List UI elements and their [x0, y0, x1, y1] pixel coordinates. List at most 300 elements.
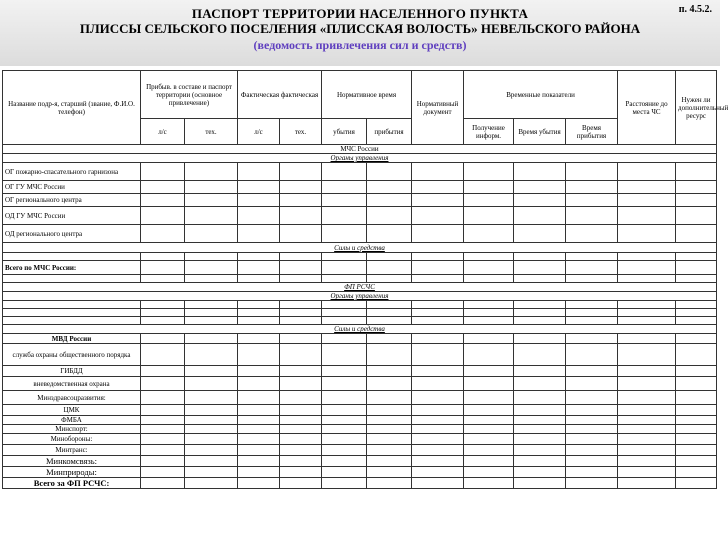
table-cell [566, 377, 618, 391]
table-cell [367, 405, 412, 416]
table-cell [618, 225, 676, 243]
table-cell [238, 416, 280, 425]
table-cell [412, 467, 464, 478]
table-cell [322, 456, 367, 467]
table-cell [514, 301, 566, 309]
table-cell [566, 366, 618, 377]
table-cell [412, 366, 464, 377]
row-label: ОГ пожарно-спасательного гарнизона [3, 163, 141, 181]
table-cell [676, 405, 717, 416]
table-cell [514, 391, 566, 405]
table-cell [141, 377, 185, 391]
document-title: ПАСПОРТ ТЕРРИТОРИИ НАСЕЛЕННОГО ПУНКТА [191, 6, 529, 21]
table-cell [412, 261, 464, 275]
table-cell [280, 344, 322, 366]
table-cell [464, 261, 514, 275]
table-cell [367, 163, 412, 181]
table-cell [238, 391, 280, 405]
col-header-arrival: прибытия [367, 119, 412, 145]
table-cell [185, 275, 238, 283]
row-label: служба охраны общественного порядка [3, 344, 141, 366]
table-cell [566, 253, 618, 261]
table-cell [322, 181, 367, 194]
table-cell [367, 334, 412, 344]
table-cell [412, 405, 464, 416]
table-cell [412, 478, 464, 489]
table-cell [412, 317, 464, 325]
table-cell [676, 377, 717, 391]
table-cell [141, 301, 185, 309]
table-cell [238, 334, 280, 344]
table-cell [676, 391, 717, 405]
table-cell [618, 163, 676, 181]
table-cell [141, 253, 185, 261]
table-cell [464, 344, 514, 366]
table-cell [464, 275, 514, 283]
table-cell [322, 366, 367, 377]
table-cell [514, 334, 566, 344]
table-cell [185, 405, 238, 416]
table-cell [367, 275, 412, 283]
table-cell [514, 253, 566, 261]
table-cell [322, 301, 367, 309]
table-cell [566, 207, 618, 225]
table-cell [618, 377, 676, 391]
table-cell [367, 366, 412, 377]
table-cell [185, 416, 238, 425]
table-cell [367, 344, 412, 366]
table-cell [514, 377, 566, 391]
table-cell [280, 301, 322, 309]
table-cell [618, 275, 676, 283]
table-cell [185, 445, 238, 456]
table-cell [566, 317, 618, 325]
table-cell [566, 275, 618, 283]
table-cell [412, 391, 464, 405]
table-cell [412, 334, 464, 344]
table-cell [618, 253, 676, 261]
table-cell [464, 416, 514, 425]
table-cell [3, 275, 141, 283]
table-cell [514, 207, 566, 225]
table-cell [464, 377, 514, 391]
table-cell [676, 334, 717, 344]
col-header-norm-doc: Нормативный документ [412, 71, 464, 145]
table-cell [514, 478, 566, 489]
table-cell [185, 366, 238, 377]
table-cell [412, 377, 464, 391]
table-cell [141, 434, 185, 445]
table-cell [464, 478, 514, 489]
table-cell [280, 253, 322, 261]
table-cell [367, 207, 412, 225]
table-cell [238, 317, 280, 325]
table-cell [676, 225, 717, 243]
table-cell [618, 425, 676, 434]
table-cell [514, 425, 566, 434]
table-cell [618, 416, 676, 425]
table-cell [280, 225, 322, 243]
table-cell [322, 416, 367, 425]
table-cell [676, 434, 717, 445]
table-cell [618, 456, 676, 467]
table-cell [367, 261, 412, 275]
table-cell [185, 253, 238, 261]
section-subtitle: Органы управления [3, 292, 717, 301]
forces-table [2, 70, 728, 489]
col-header-need: Нужен ли дополнительный ресурс [676, 71, 717, 145]
row-label: ГИБДД [3, 366, 141, 377]
col-header-name: Название подр-я, старший (звание, Ф.И.О. телефон) [3, 71, 141, 145]
table-cell [185, 391, 238, 405]
table-cell [238, 366, 280, 377]
section-subtitle: Органы управления [3, 154, 717, 163]
table-cell [185, 456, 238, 467]
table-cell [412, 207, 464, 225]
table-cell [280, 181, 322, 194]
table-cell [322, 334, 367, 344]
table-cell [412, 416, 464, 425]
table-cell [322, 194, 367, 207]
section-title: ФП РСЧС [3, 283, 717, 292]
col-header-actual-technics: тех. [280, 119, 322, 145]
table-cell [676, 181, 717, 194]
table-cell [141, 261, 185, 275]
table-cell [464, 301, 514, 309]
table-cell [676, 478, 717, 489]
table-cell [464, 317, 514, 325]
table-cell [280, 334, 322, 344]
table-cell [238, 225, 280, 243]
table-cell [280, 467, 322, 478]
table-cell [280, 317, 322, 325]
table-cell [322, 261, 367, 275]
table-cell [618, 207, 676, 225]
table-cell [676, 301, 717, 309]
table-cell [185, 181, 238, 194]
row-label: Минприроды: [3, 467, 141, 478]
table-cell [322, 225, 367, 243]
row-label: ОГ регионального центра [3, 194, 141, 207]
table-cell [514, 317, 566, 325]
table-cell [280, 391, 322, 405]
table-cell [3, 253, 141, 261]
row-label: ЦМК [3, 405, 141, 416]
table-cell [618, 309, 676, 317]
table-cell [618, 445, 676, 456]
table-cell [141, 405, 185, 416]
table-cell [238, 467, 280, 478]
table-cell [367, 181, 412, 194]
table-cell [141, 425, 185, 434]
table-cell [514, 181, 566, 194]
table-cell [464, 456, 514, 467]
table-cell [322, 445, 367, 456]
table-cell [412, 181, 464, 194]
col-header-on-territory: Прибыв. в составе и паспорт территории (основное привлечение) [141, 71, 238, 119]
table-cell [566, 434, 618, 445]
table-cell [464, 334, 514, 344]
table-cell [676, 416, 717, 425]
table-cell [514, 434, 566, 445]
table-cell [618, 478, 676, 489]
table-cell [676, 456, 717, 467]
row-label: Минобороны: [3, 434, 141, 445]
col-header-time-arrival: Время прибытия [566, 119, 618, 145]
col-header-actual: Фактическая фактическая [238, 71, 322, 119]
table-cell [367, 225, 412, 243]
table-cell [141, 478, 185, 489]
col-header-actual-personnel: л/с [238, 119, 280, 145]
table-cell [141, 456, 185, 467]
table-cell [280, 261, 322, 275]
table-cell [514, 456, 566, 467]
table-cell [185, 434, 238, 445]
section-subtitle: Силы и средства [3, 325, 717, 334]
table-cell [185, 425, 238, 434]
table-cell [676, 207, 717, 225]
table-cell [618, 467, 676, 478]
table-cell [185, 225, 238, 243]
table-cell [185, 163, 238, 181]
table-cell [141, 225, 185, 243]
table-cell [141, 309, 185, 317]
table-cell [238, 405, 280, 416]
table-cell [322, 467, 367, 478]
table-cell [238, 163, 280, 181]
table-cell [322, 163, 367, 181]
table-cell [185, 377, 238, 391]
row-label: Минкомсвязь: [3, 456, 141, 467]
table-cell [280, 275, 322, 283]
table-cell [676, 366, 717, 377]
table-cell [514, 275, 566, 283]
table-cell [464, 467, 514, 478]
table-cell [238, 456, 280, 467]
table-cell [566, 309, 618, 317]
table-cell [185, 344, 238, 366]
table-cell [141, 194, 185, 207]
table-cell [238, 181, 280, 194]
col-header-departure: убытия [322, 119, 367, 145]
table-cell [464, 225, 514, 243]
table-cell [280, 194, 322, 207]
table-cell [514, 163, 566, 181]
table-cell [141, 416, 185, 425]
table-cell [676, 467, 717, 478]
table-cell [412, 301, 464, 309]
col-header-technics: тех. [185, 119, 238, 145]
table-cell [464, 391, 514, 405]
table-cell [141, 467, 185, 478]
table-cell [566, 445, 618, 456]
table-cell [280, 434, 322, 445]
table-cell [566, 261, 618, 275]
table-cell [464, 194, 514, 207]
table-cell [618, 334, 676, 344]
table-cell [514, 194, 566, 207]
table-cell [412, 445, 464, 456]
table-cell [141, 344, 185, 366]
table-cell [141, 207, 185, 225]
table-cell [322, 478, 367, 489]
table-cell [566, 425, 618, 434]
row-total: Всего по МЧС России: [3, 261, 141, 275]
document-header [0, 0, 720, 66]
table-cell [618, 344, 676, 366]
table-cell [566, 225, 618, 243]
table-cell [464, 309, 514, 317]
row-label: ФМБА [3, 416, 141, 425]
table-cell [238, 261, 280, 275]
table-cell [464, 163, 514, 181]
table-cell [514, 445, 566, 456]
col-header-personnel: л/с [141, 119, 185, 145]
table-cell [367, 317, 412, 325]
table-cell [322, 207, 367, 225]
table-cell [566, 416, 618, 425]
table-cell [618, 434, 676, 445]
table-cell [618, 405, 676, 416]
table-cell [238, 207, 280, 225]
table-cell [280, 425, 322, 434]
col-header-time-group: Временные показатели [464, 71, 618, 119]
table-cell [367, 309, 412, 317]
table-cell [464, 434, 514, 445]
table-cell [367, 445, 412, 456]
table-cell [141, 366, 185, 377]
col-header-receive-info: Получение информ. [464, 119, 514, 145]
table-cell [464, 366, 514, 377]
table-cell [322, 425, 367, 434]
table-cell [367, 301, 412, 309]
table-cell [514, 467, 566, 478]
table-cell [238, 194, 280, 207]
table-cell [566, 456, 618, 467]
table-cell [367, 391, 412, 405]
table-cell [618, 181, 676, 194]
table-cell [238, 275, 280, 283]
table-cell [3, 309, 141, 317]
table-cell [185, 301, 238, 309]
table-cell [412, 425, 464, 434]
table-cell [3, 317, 141, 325]
table-cell [514, 309, 566, 317]
table-cell [676, 194, 717, 207]
table-cell [367, 467, 412, 478]
table-cell [412, 434, 464, 445]
table-cell [185, 194, 238, 207]
row-total: Всего за ФП РСЧС: [3, 478, 141, 489]
table-cell [514, 225, 566, 243]
row-label: Минтранс: [3, 445, 141, 456]
table-cell [322, 391, 367, 405]
table-cell [566, 478, 618, 489]
table-cell [238, 344, 280, 366]
table-cell [280, 405, 322, 416]
table-cell [412, 309, 464, 317]
table-cell [618, 317, 676, 325]
table-cell [280, 366, 322, 377]
table-cell [322, 275, 367, 283]
row-label: МВД России [3, 334, 141, 344]
table-cell [566, 467, 618, 478]
section-subtitle: Силы и средства [3, 243, 717, 253]
table-cell [238, 434, 280, 445]
table-cell [141, 163, 185, 181]
table-cell [676, 344, 717, 366]
table-cell [676, 261, 717, 275]
table-cell [618, 301, 676, 309]
table-cell [367, 377, 412, 391]
row-label: ОГ ГУ МЧС России [3, 181, 141, 194]
table-cell [322, 309, 367, 317]
table-cell [185, 261, 238, 275]
table-cell [322, 377, 367, 391]
table-cell [566, 301, 618, 309]
table-cell [367, 478, 412, 489]
table-cell [185, 317, 238, 325]
section-title: МЧС России [3, 145, 717, 154]
table-cell [514, 416, 566, 425]
table-cell [566, 194, 618, 207]
table-cell [464, 207, 514, 225]
table-cell [464, 405, 514, 416]
document-subtitle: (ведомость привлечения сил и средств) [253, 38, 467, 52]
table-cell [464, 253, 514, 261]
table-cell [618, 391, 676, 405]
document-title-line2: ПЛИССЫ СЕЛЬСКОГО ПОСЕЛЕНИЯ «ПЛИССКАЯ ВОЛОСТЬ» НЕВЕЛЬСКОГО РАЙОНА [79, 21, 641, 36]
table-cell [464, 445, 514, 456]
table-cell [141, 181, 185, 194]
table-cell [676, 425, 717, 434]
table-cell [238, 377, 280, 391]
table-cell [412, 456, 464, 467]
table-cell [185, 478, 238, 489]
table-cell [566, 344, 618, 366]
table-cell [514, 366, 566, 377]
table-cell [280, 456, 322, 467]
table-cell [412, 225, 464, 243]
table-cell [412, 163, 464, 181]
table-cell [676, 445, 717, 456]
table-cell [280, 163, 322, 181]
table-cell [566, 334, 618, 344]
table-cell [464, 181, 514, 194]
table-cell [141, 445, 185, 456]
table-cell [676, 163, 717, 181]
table-cell [185, 467, 238, 478]
table-cell [185, 334, 238, 344]
table-cell [618, 194, 676, 207]
table-cell [141, 275, 185, 283]
table-cell [367, 434, 412, 445]
table-cell [322, 317, 367, 325]
table-cell [185, 309, 238, 317]
table-cell [322, 434, 367, 445]
table-cell [367, 194, 412, 207]
row-label: Минспорт: [3, 425, 141, 434]
table-cell [280, 377, 322, 391]
table-cell [566, 163, 618, 181]
row-label: ОД регионального центра [3, 225, 141, 243]
table-cell [514, 405, 566, 416]
table-cell [676, 253, 717, 261]
table-cell [3, 301, 141, 309]
table-cell [280, 478, 322, 489]
table-cell [464, 425, 514, 434]
col-header-time-departure: Время убытия [514, 119, 566, 145]
